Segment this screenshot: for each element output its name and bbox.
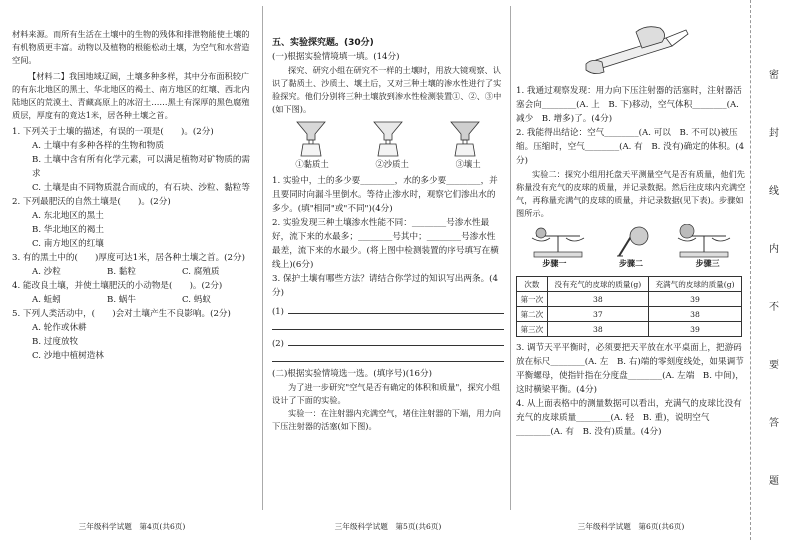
choice-question-3: 3. 调节天平平衡时，必须要把天平放在水平桌面上，把游码放在标尺________(A. 左 B. 右)端的零刻度线处，如果调节平衡螺母，使指针指在分度盘________(A. 左端 B. 中间)，这时横梁平衡。(4分) bbox=[516, 343, 744, 395]
mass-table bbox=[516, 276, 742, 337]
table-row: 第三次 38 39 bbox=[517, 322, 742, 337]
step-labels bbox=[516, 258, 746, 270]
device-2-illustration bbox=[368, 120, 408, 158]
choice-question-1: 1. 我通过观察发现：用力向下压注射器的活塞时，注射器活塞会向________(A. 上 B. 下)移动，空气体积________(A. 减少 B. 增多)了。(4分) bbox=[516, 86, 742, 124]
question-2-option-a: A. 东北地区的黑土 bbox=[32, 211, 104, 221]
material-text: 材料来源。而所有生活在土壤中的生物的残体和排泄物能使土壤的有机物质更丰富。动物以及植物的根能松动土壤，为空气和水营造空间。 bbox=[12, 29, 250, 65]
binding-char: 线 bbox=[769, 186, 779, 197]
column-divider bbox=[510, 6, 511, 510]
fill-question-3: 3. 保护土壤有哪些方法？请结合你学过的知识写出两条。(4分) bbox=[272, 274, 499, 298]
table-row: 第一次 38 39 bbox=[517, 292, 742, 307]
answer-line-1[interactable]: (1) bbox=[272, 300, 504, 316]
device-label-3: ③壤土 bbox=[455, 159, 481, 169]
binding-char: 要 bbox=[769, 360, 779, 371]
pump-step-2 bbox=[611, 224, 651, 258]
table-header: 次数 bbox=[517, 277, 548, 292]
balance-step-1 bbox=[528, 224, 588, 258]
part-two-title: (二)根据实验情境选一选。(填序号)(16分) bbox=[272, 369, 432, 379]
experiment-intro: 探究、研究小组在研究不一样的土壤时，用放大镜观察、认识了黏质土、沙质土、壤土后，又对三种土壤的渗水性进行了实验探究。他们分别将三种土壤放到渗水性检测装置①、②、③中(如下图)。 bbox=[272, 65, 502, 114]
part-two-intro: 为了进一步研究"空气是否有确定的体积和质量"，探究小组设计了下面的实验。 bbox=[272, 382, 501, 405]
page-4-column bbox=[12, 28, 252, 540]
binding-char: 答 bbox=[769, 418, 779, 429]
step-3-label: 步骤三 bbox=[695, 259, 720, 268]
binding-char: 封 bbox=[769, 128, 779, 139]
question-2: 2. 下列最肥沃的自然土壤是( )。(2分) bbox=[12, 197, 171, 207]
step-illustrations bbox=[516, 224, 746, 258]
fill-question-1: 1. 实验中，土的多少要________，水的多少要________，并且要同时向漏斗里倒水。等待止渗水时，观察它们渗出水的多少。(填"相同"或"不同")(4分) bbox=[272, 176, 498, 214]
page-6-footer: 三年级科学试题 第6页(共6页) bbox=[577, 522, 685, 531]
binding-char: 内 bbox=[769, 244, 779, 255]
balance-step-3 bbox=[674, 224, 734, 258]
table-row: 第二次 37 38 bbox=[517, 307, 742, 322]
question-5-option-a: A. 轮作或休耕 bbox=[32, 323, 87, 333]
question-1-option-b: B. 土壤中含有所有化学元素，可以满足植物对矿物质的需求 bbox=[32, 155, 251, 179]
permeability-devices bbox=[272, 120, 504, 158]
page-4-footer: 三年级科学试题 第4页(共6页) bbox=[78, 522, 186, 531]
section-title: 五、实验探究题。(30分) bbox=[272, 38, 374, 48]
question-2-option-c: C. 南方地区的红壤 bbox=[32, 239, 104, 249]
step-1-label: 步骤一 bbox=[542, 259, 567, 268]
page-5-column bbox=[272, 36, 504, 540]
step-2-label: 步骤二 bbox=[618, 259, 643, 268]
binding-margin bbox=[750, 0, 794, 540]
question-1: 1. 下列关于土壤的描述，有误的一项是( )。(2分) bbox=[12, 127, 214, 137]
question-4-option-c: C. 蚂蚁 bbox=[182, 295, 211, 305]
experiment-one: 实验一：在注射器内充满空气，堵住注射器的下端，用力向下压注射器的活塞(如下图)。 bbox=[272, 408, 501, 431]
device-1-illustration bbox=[291, 120, 331, 158]
page-5-footer: 三年级科学试题 第5页(共6页) bbox=[334, 522, 442, 531]
part-one-title: (一)根据实验情境填一填。(14分) bbox=[272, 52, 400, 62]
device-3-illustration bbox=[445, 120, 485, 158]
binding-char: 不 bbox=[769, 302, 779, 313]
question-5: 5. 下列人类活动中，( )会对土壤产生不良影响。(2分) bbox=[12, 309, 231, 319]
question-5-option-c: C. 沙地中植树造林 bbox=[32, 351, 104, 361]
device-label-2: ②沙质土 bbox=[375, 159, 409, 169]
page-6-column bbox=[516, 20, 746, 540]
table-header: 没有充气的皮球的质量(g) bbox=[547, 277, 648, 292]
column-divider bbox=[262, 6, 263, 510]
answer-line-2b[interactable] bbox=[272, 348, 504, 364]
question-1-option-a: A. 土壤中有多种各样的生物和物质 bbox=[32, 141, 164, 151]
device-label-1: ①黏质土 bbox=[295, 159, 329, 169]
question-4-option-a: A. 蚯蚓 bbox=[32, 295, 61, 305]
question-2-option-b: B. 华北地区的褐土 bbox=[32, 225, 104, 235]
device-labels bbox=[272, 158, 504, 171]
question-4: 4. 能改良土壤，并使土壤肥沃的小动物是( )。(2分) bbox=[12, 281, 223, 291]
question-3-options bbox=[12, 265, 252, 279]
question-1-option-c: C. 土壤是由不同物质混合而成的，有石块、沙粒、黏粒等 bbox=[32, 183, 250, 193]
material-two: 【材料二】我国地域辽阔，土壤多种多样，其中分布面积较广的有东北地区的黑土、华北地区的褐土、南方地区的红壤、西北内陆地区的荒漠土、青藏高原上的冰沼土……黑土有深厚的黑色腐殖质层，厚度有的竟达1米，居各种土壤之首。 bbox=[12, 71, 250, 120]
question-5-option-b: B. 过度放牧 bbox=[32, 337, 79, 347]
table-header: 充满气的皮球的质量(g) bbox=[649, 277, 742, 292]
question-4-options bbox=[12, 293, 252, 307]
choice-question-2: 2. 我能得出结论：空气________(A. 可以 B. 不可以)被压缩。压缩时，空气________(A. 有 B. 没有)确定的体积。(4分) bbox=[516, 128, 745, 166]
fill-question-2: 2. 实验发现三种土壤渗水性能不同：________号渗水性最好，流下来的水最多；________号其中；________号渗水性最差，流下来的水最少。(将上图中检测装置的序号填写在横线上)(6分) bbox=[272, 218, 499, 270]
question-3-option-b: B. 黏粒 bbox=[107, 267, 136, 277]
answer-line-2[interactable]: (2) bbox=[272, 332, 504, 348]
question-3: 3. 有的黑土中的( )厚度可达1米，居各种土壤之首。(2分) bbox=[12, 253, 245, 263]
binding-char: 题 bbox=[769, 476, 779, 487]
choice-question-4: 4. 从上面表格中的测量数据可以看出，充满气的皮球比没有充气的皮球质量________(A. 轻 B. 重)，说明空气________(A. 有 B. 没有)质量。(4分) bbox=[516, 399, 742, 437]
question-3-option-a: A. 沙粒 bbox=[32, 267, 61, 277]
experiment-two: 实验二：探究小组用托盘天平测量空气是否有质量，他们先称量没有充气的皮球的质量，并记录数据。然后往皮球内充满空气，再称量充满气的皮球的质量，并记录数据(见下表)。步骤如图所示。 bbox=[516, 169, 746, 218]
syringe-illustration bbox=[576, 20, 696, 80]
question-4-option-b: B. 蜗牛 bbox=[107, 295, 136, 305]
answer-line-1b[interactable] bbox=[272, 316, 504, 332]
binding-char: 密 bbox=[769, 70, 779, 81]
question-3-option-c: C. 腐殖质 bbox=[182, 267, 220, 277]
